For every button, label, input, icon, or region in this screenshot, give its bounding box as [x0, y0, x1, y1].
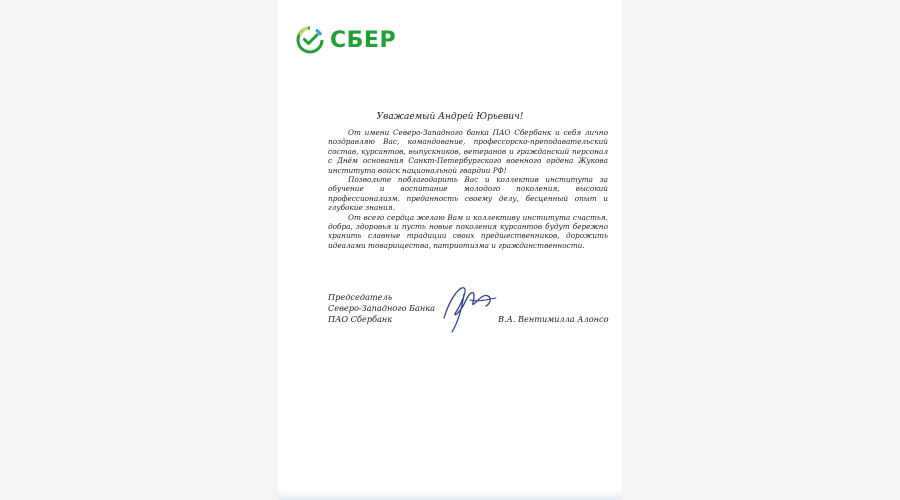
sber-check-logo-icon — [296, 26, 324, 54]
sber-logo — [296, 24, 396, 56]
signatory-organization: Северо-Западного Банка — [328, 303, 436, 313]
page-bottom-strip — [278, 490, 622, 500]
letter-body — [328, 128, 608, 250]
letter-paragraph: От всего сердца желаю Вам и коллективу института счастья, добра, здоровья и пусть новые поколения курсантов будут бережно хранить славные традиции своих предшественников, дорожить идеалами товарищества, патриотизма и гражданственности. — [328, 212, 608, 250]
letter-paragraph: От имени Северо-Западного банка ПАО Сбербанк и себя лично поздравляю Вас, командование, профессорско-преподавательский состав, курсантов, выпускников, ветеранов и гражданский персонал с Днём основания Санкт-Петербургского военного ордена Жукова института войск национальной гвардии РФ! — [328, 128, 608, 175]
signatory-title: Председатель — [328, 292, 393, 302]
signatory-name: В.А. Вентимилла Алонсо — [498, 314, 609, 324]
letter-salutation: Уважаемый Андрей Юрьевич! — [376, 112, 524, 122]
logo-text: СБЕР — [330, 27, 397, 53]
handwritten-signature — [430, 278, 504, 336]
signatory-company: ПАО Сбербанк — [328, 314, 393, 324]
letter-paragraph: Позвольте поблагодарить Вас и коллектив института за обучение и воспитание молодого поколения, высокий профессионализм, преданность своему делу, бесценный опыт и глубокие знания. — [328, 175, 608, 213]
signatory-position — [328, 292, 435, 325]
